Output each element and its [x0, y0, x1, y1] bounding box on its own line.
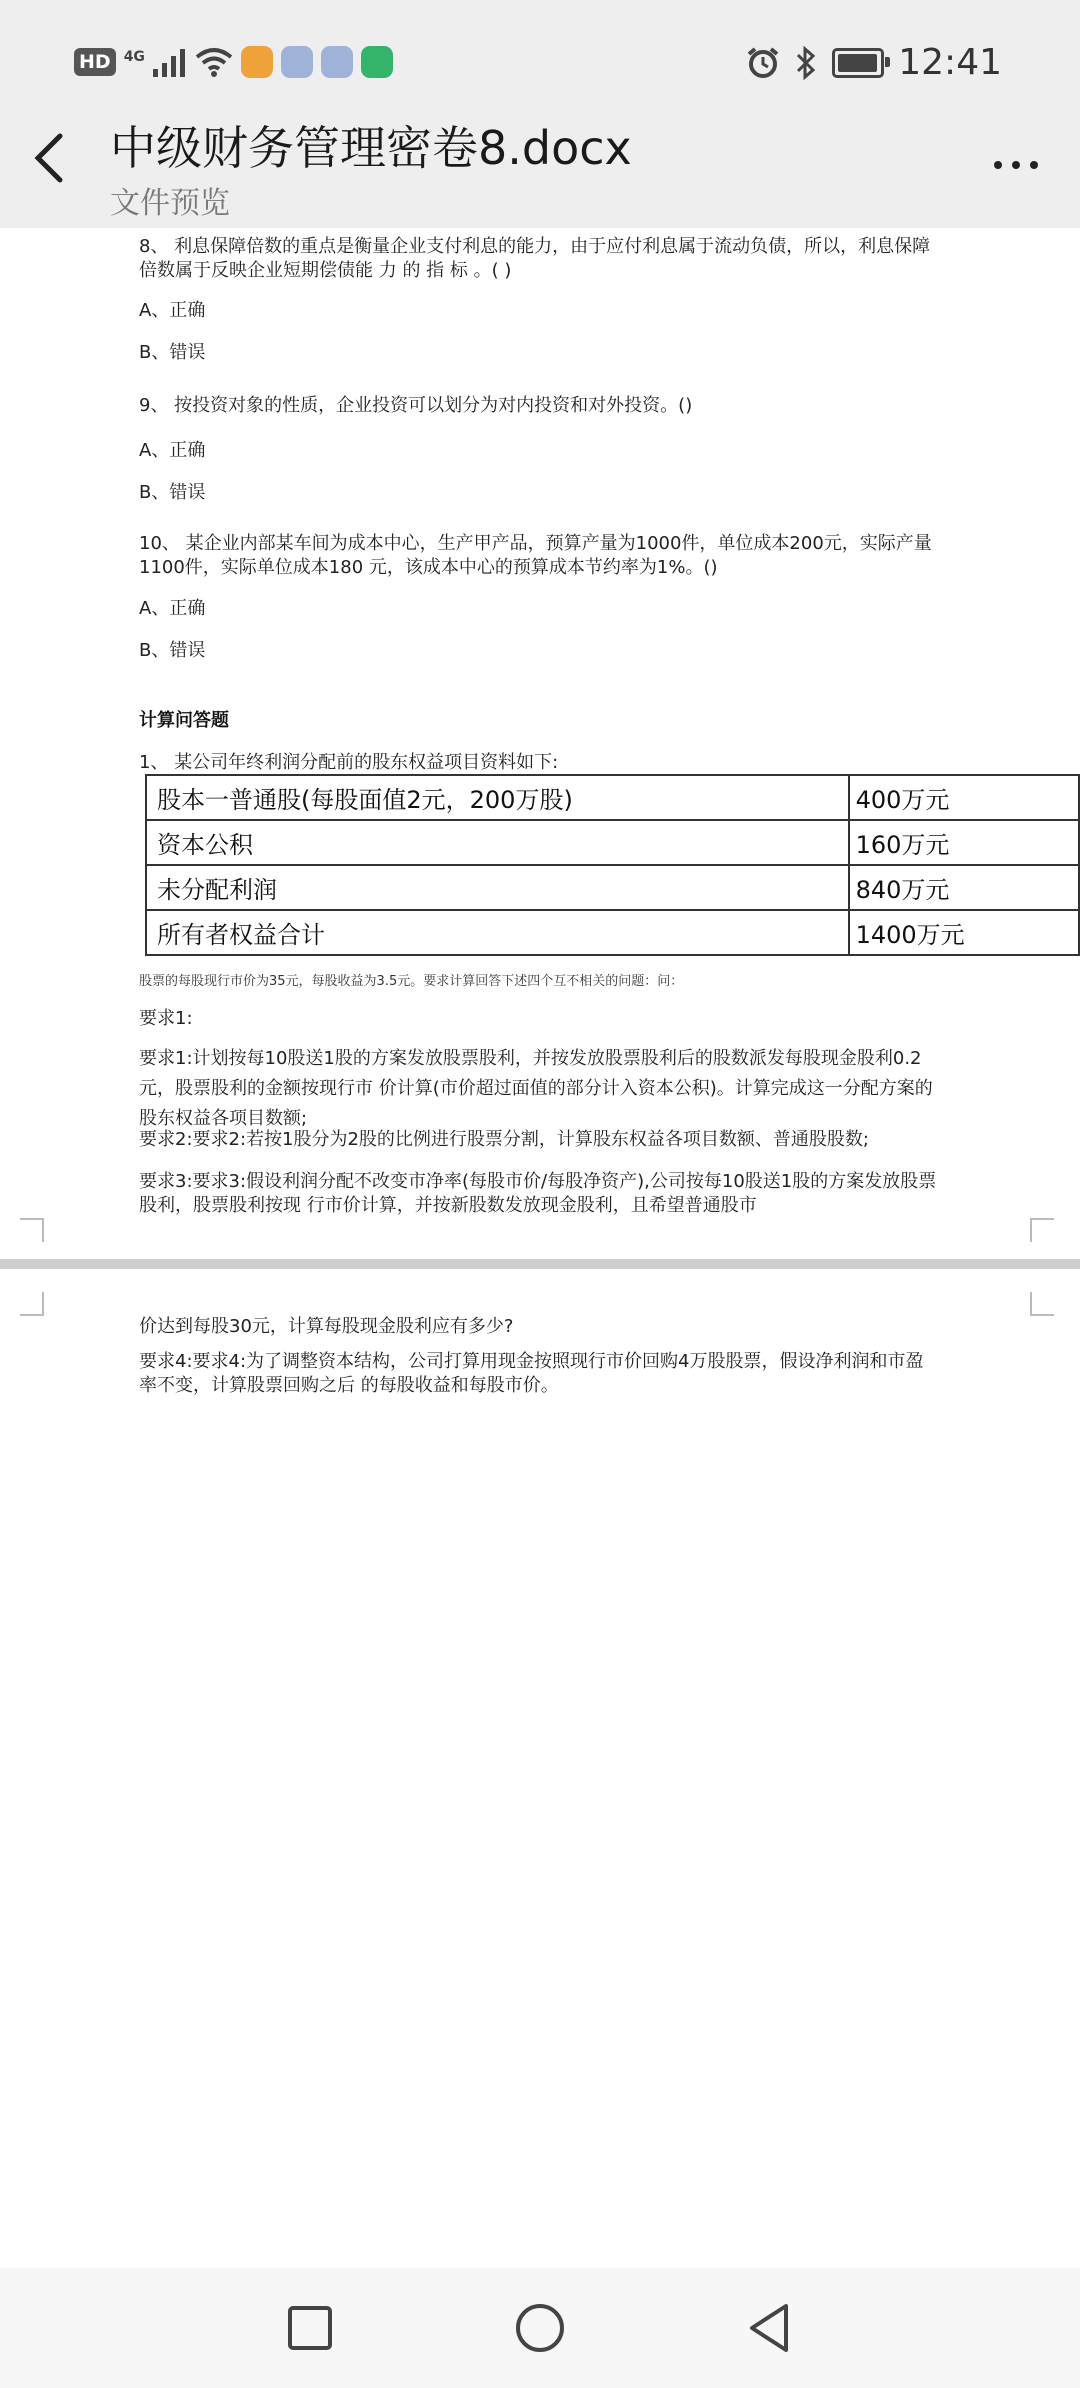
requirement-4: 要求4:要求4:为了调整资本结构，公司打算用现金按照现行市价回购4万股股票，假设净利润和市盈率不变，计算股票回购之后 的每股收益和每股市价。 — [139, 1351, 924, 1396]
table-cell-amount: 1400万元 — [849, 910, 1079, 955]
more-dots-icon — [994, 161, 1002, 169]
status-right — [746, 42, 1002, 83]
app-notification-icon — [321, 46, 353, 78]
table-row — [146, 820, 1079, 865]
app-header — [0, 0, 1080, 228]
clock: 12:41 — [898, 42, 1002, 83]
table-row — [146, 775, 1079, 820]
q10-option-b: B、错误 — [139, 640, 206, 661]
page-corner-mark — [1030, 1218, 1054, 1242]
table-row — [146, 910, 1079, 955]
page-break — [0, 1259, 1080, 1269]
table-cell-item: 资本公积 — [146, 820, 849, 865]
page-corner-mark — [20, 1292, 44, 1316]
recent-apps-icon — [278, 2296, 342, 2360]
table-row — [146, 865, 1079, 910]
q9-option-a: A、正确 — [139, 440, 206, 461]
signal-icon — [153, 47, 187, 77]
app-notification-icon — [281, 46, 313, 78]
more-options-button[interactable] — [986, 150, 1046, 180]
bluetooth-icon — [794, 46, 818, 80]
back-button[interactable] — [30, 130, 80, 190]
requirement-3-continued: 价达到每股30元，计算每股现金股利应有多少? — [139, 1316, 514, 1337]
q8-option-b: B、错误 — [139, 342, 206, 363]
home-button[interactable] — [508, 2296, 572, 2360]
page-subtitle: 文件预览 — [110, 186, 230, 221]
question-8: 8、 利息保障倍数的重点是衡量企业支付利息的能力，由于应付利息属于流动负债，所以，利息保障倍数属于反映企业短期偿债能 力 的 指 标 。( ) — [139, 236, 931, 281]
more-dots-icon — [1030, 161, 1038, 169]
nav-back-button[interactable] — [738, 2296, 802, 2360]
section-title: 计算问答题 — [139, 710, 229, 731]
hd-badge: HD — [74, 48, 116, 76]
more-dots-icon — [1012, 161, 1020, 169]
chevron-left-icon — [30, 130, 70, 186]
app-notification-icon — [361, 46, 393, 78]
app-notification-icon — [241, 46, 273, 78]
system-nav-bar — [0, 2268, 1080, 2388]
price-note: 股票的每股现行市价为35元，每股收益为3.5元。要求计算回答下述四个互不相关的问题：问： — [139, 974, 684, 989]
recent-apps-button[interactable] — [278, 2296, 342, 2360]
requirement-1: 要求1:计划按每10股送1股的方案发放股票股利，并按发放股票股利后的股数派发每股现金股利0.2元，股票股利的金额按现行市 价计算(市价超过面值的部分计入资本公积)。计算完成这一分配方案的股东权益各项目数额; — [139, 1048, 933, 1129]
q8-option-a: A、正确 — [139, 300, 206, 321]
table-cell-item: 所有者权益合计 — [146, 910, 849, 955]
table-cell-amount: 840万元 — [849, 865, 1079, 910]
status-left — [74, 46, 393, 78]
q9-option-b: B、错误 — [139, 482, 206, 503]
home-icon — [508, 2296, 572, 2360]
table-cell-item: 股本一普通股(每股面值2元，200万股) — [146, 775, 849, 820]
q10-option-a: A、正确 — [139, 598, 206, 619]
alarm-icon — [746, 46, 780, 80]
page-title: 中级财务管理密卷8.docx — [110, 121, 632, 175]
back-icon — [738, 2296, 802, 2360]
question-10: 10、 某企业内部某车间为成本中心，生产甲产品，预算产量为1000件，单位成本200元，实际产量1100件，实际单位成本180 元，该成本中心的预算成本节约率为1%。() — [139, 533, 932, 578]
calc-intro: 1、 某公司年终利润分配前的股东权益项目资料如下: — [139, 752, 559, 773]
requirement-2: 要求2:要求2:若按1股分为2股的比例进行股票分割，计算股东权益各项目数额、普通股股数; — [139, 1129, 869, 1150]
page-corner-mark — [20, 1218, 44, 1242]
network-type: 4G — [123, 49, 145, 65]
table-cell-amount: 160万元 — [849, 820, 1079, 865]
table-cell-amount: 400万元 — [849, 775, 1079, 820]
page-corner-mark — [1030, 1292, 1054, 1316]
equity-table — [145, 774, 1080, 956]
table-cell-item: 未分配利润 — [146, 865, 849, 910]
requirement-heading: 要求1: — [139, 1008, 193, 1029]
question-9: 9、 按投资对象的性质，企业投资可以划分为对内投资和对外投资。() — [139, 395, 693, 416]
wifi-icon — [195, 47, 233, 77]
status-bar — [0, 30, 1080, 100]
battery-icon — [832, 48, 884, 78]
requirement-3: 要求3:要求3:假设利润分配不改变市净率(每股市价/每股净资产),公司按每10股送1股的方案发放股票股利，股票股利按现 行市价计算，并按新股数发放现金股利，且希望普通股市 — [139, 1171, 937, 1216]
document-preview[interactable] — [0, 228, 1080, 2268]
